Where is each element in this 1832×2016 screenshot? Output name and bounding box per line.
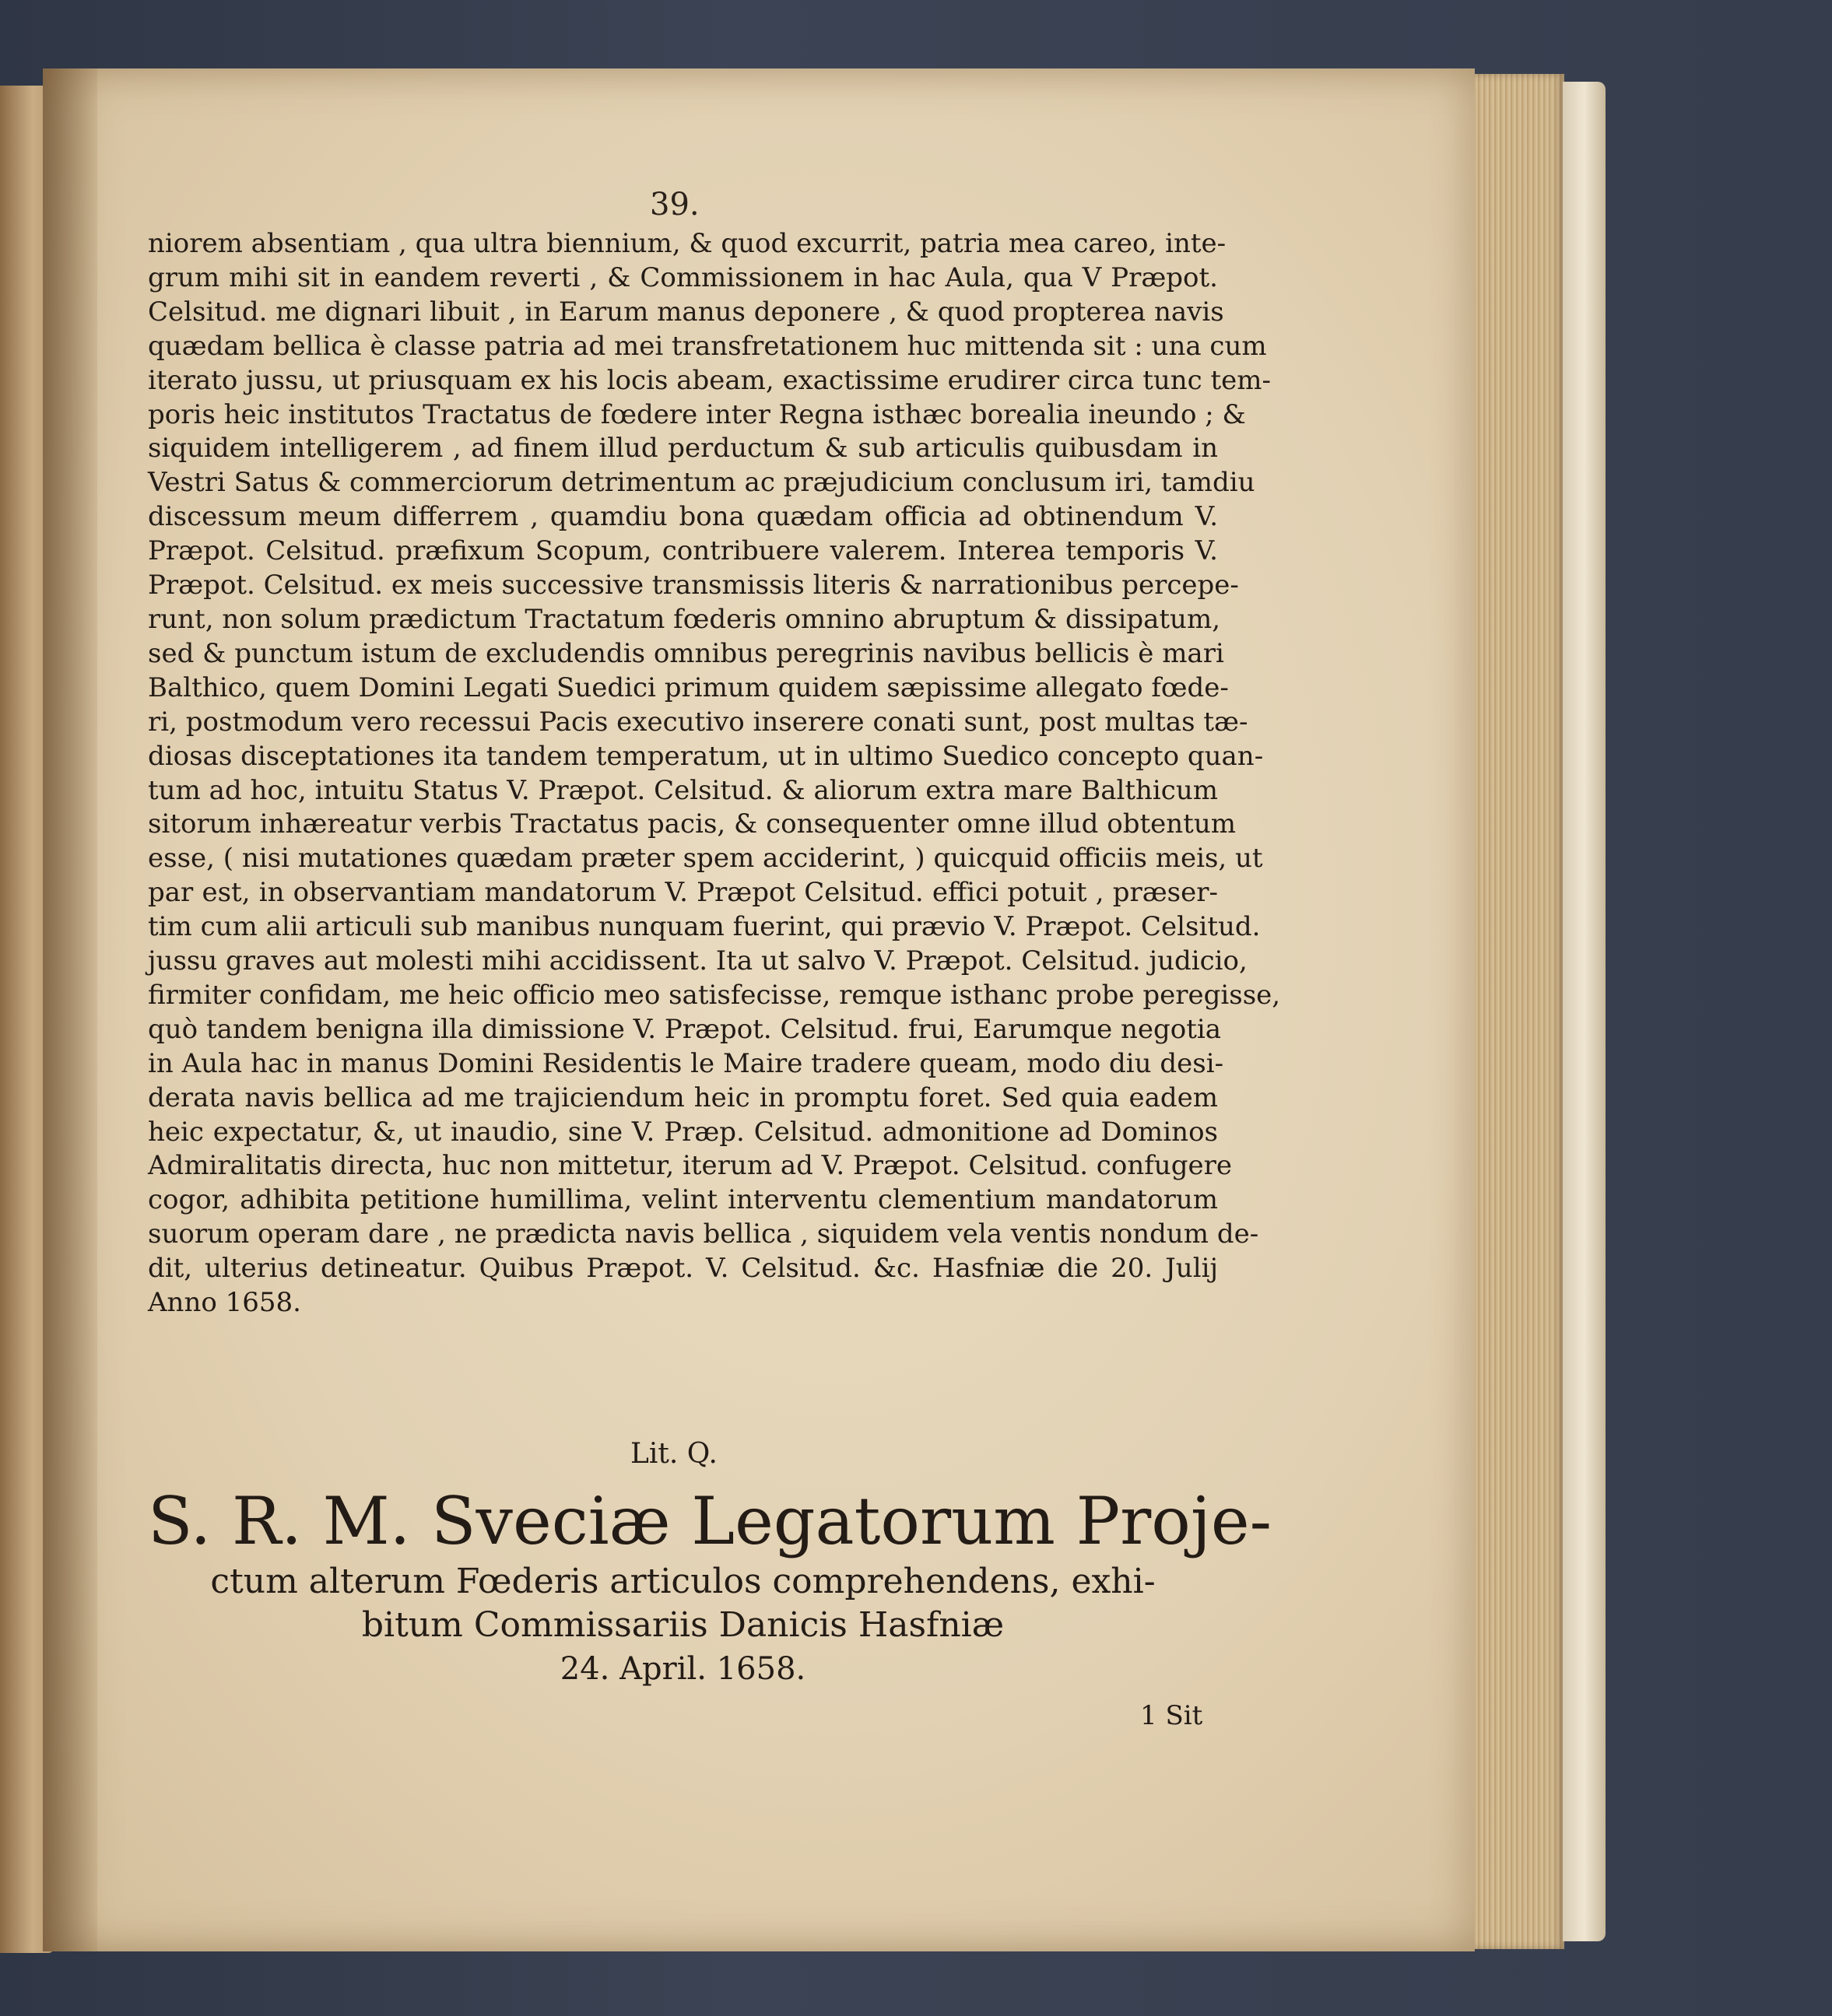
text-line: tum ad hoc, intuitu Status V. Præpot. Celsitud. & aliorum extra mare Balthicum xyxy=(148,774,1218,806)
text-line: tim cum alii articuli sub manibus nunquam fuerint, qui prævio V. Præpot. Celsitud. xyxy=(148,911,1261,943)
text-line: iterato jussu, ut priusquam ex his locis abeam, exactissime erudirer circa tunc tem- xyxy=(148,364,1272,396)
text-line: diosas disceptationes ita tandem temperatum, ut in ultimo Suedico concepto quan- xyxy=(148,740,1264,772)
heading-line: ctum alterum Fœderis articulos comprehendens, exhi- xyxy=(210,1562,1156,1601)
book-cover-edge xyxy=(1563,82,1606,1941)
text-line: grum mihi sit in eandem reverti , & Commissionem in hac Aula, qua V Præpot. xyxy=(148,261,1218,293)
text-line: quædam bellica è classe patria ad mei transfretationem huc mittenda sit : una cum xyxy=(148,330,1267,362)
text-line: Anno 1658. xyxy=(148,1287,301,1319)
text-line: par est, in observantiam mandatorum V. Præpot Celsitud. effici potuit , præser- xyxy=(148,877,1218,909)
text-line: Admiralitatis directa, huc non mittetur, iterum ad V. Præpot. Celsitud. confugere xyxy=(148,1150,1232,1182)
text-line: quò tandem benigna illa dimissione V. Præpot. Celsitud. frui, Earumque negotia xyxy=(148,1013,1222,1045)
text-line: Præpot. Celsitud. præfixum Scopum, contribuere valerem. Interea temporis V. xyxy=(148,535,1218,567)
text-line: suorum operam dare , ne prædicta navis bellica , siquidem vela ventis nondum de- xyxy=(148,1218,1259,1250)
page-fore-edge xyxy=(1475,74,1564,1949)
heading-date: 24. April. 1658. xyxy=(560,1651,806,1687)
text-line: ri, postmodum vero recessui Pacis executivo inserere conati sunt, post multas tæ- xyxy=(148,706,1248,738)
text-line: Vestri Satus & commerciorum detrimentum ac præjudicium conclusum iri, tamdiu xyxy=(148,467,1255,499)
text-line: runt, non solum prædictum Tractatum fœderis omnino abruptum & dissipatum, xyxy=(148,603,1220,635)
text-line: siquidem intelligerem , ad finem illud perductum & sub articulis quibusdam in xyxy=(148,433,1218,465)
page-gutter-shadow xyxy=(43,68,97,1951)
text-line: derata navis bellica ad me trajiciendum heic in promptu foret. Sed quia eadem xyxy=(148,1082,1218,1113)
text-line: firmiter confidam, me heic officio meo satisfecisse, remque isthanc probe peregisse, xyxy=(148,979,1281,1011)
heading-line-main: S. R. M. Sveciæ Legatorum Proje- xyxy=(148,1483,1272,1559)
text-line: Balthico, quem Domini Legati Suedici primum quidem sæpissime allegato fœde- xyxy=(148,671,1229,703)
text-line: dit, ulterius detineatur. Quibus Præpot. V. Celsitud. &c. Hasfniæ die 20. Julij xyxy=(148,1253,1218,1285)
text-line: niorem absentiam , qua ultra biennium, & quod excurrit, patria mea careo, inte- xyxy=(148,228,1227,259)
text-line: discessum meum differrem , quamdiu bona quædam officia ad obtinendum V. xyxy=(148,501,1218,533)
text-line: sitorum inhæreatur verbis Tractatus pacis, & consequenter omne illud obtentum xyxy=(148,808,1236,840)
text-line: Celsitud. me dignari libuit , in Earum manus deponere , & quod propterea navis xyxy=(148,296,1224,328)
text-line: cogor, adhibita petitione humillima, velint interventu clementium mandatorum xyxy=(148,1184,1218,1216)
text-line: esse, ( nisi mutationes quædam præter spem acciderint, ) quicquid officiis meis, ut xyxy=(148,843,1263,875)
heading-line: bitum Commissariis Danicis Hasfniæ xyxy=(361,1605,1005,1645)
catchword: 1 Sit xyxy=(1140,1700,1203,1731)
section-heading xyxy=(148,1482,1272,1691)
page-number: 39. xyxy=(650,187,700,223)
text-line: in Aula hac in manus Domini Residentis le Maire tradere queam, modo diu desi- xyxy=(148,1047,1224,1079)
text-line: jussu graves aut molesti mihi accidissent. Ita ut salvo V. Præpot. Celsitud. judicio, xyxy=(148,945,1248,977)
text-line: Præpot. Celsitud. ex meis successive transmissis literis & narrationibus percepe- xyxy=(148,570,1239,601)
body-text xyxy=(148,227,1281,1320)
section-label: Lit. Q. xyxy=(630,1438,718,1470)
text-line: sed & punctum istum de excludendis omnibus peregrinis navibus bellicis è mari xyxy=(148,637,1224,669)
text-line: poris heic institutos Tractatus de fœdere inter Regna isthæc borealia ineundo ; & xyxy=(148,398,1246,430)
text-line: heic expectatur, &, ut inaudio, sine V. Præp. Celsitud. admonitione ad Dominos xyxy=(148,1116,1218,1148)
